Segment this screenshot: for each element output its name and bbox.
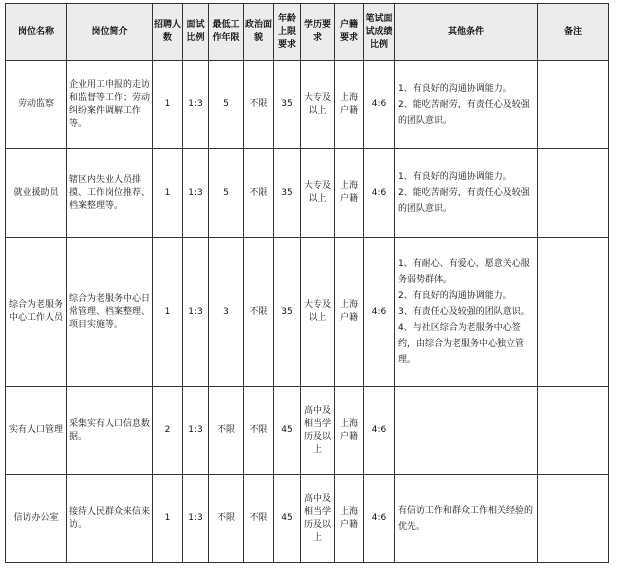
cell-edu: 高中及相当学历及以上 bbox=[301, 387, 335, 475]
cell-ratio: 1:3 bbox=[183, 149, 209, 238]
header-edu: 学历要求 bbox=[301, 4, 335, 61]
condition-line: 有信访工作和群众工作相关经验的优先。 bbox=[398, 505, 534, 532]
cell-years: 不限 bbox=[209, 475, 244, 563]
condition-line: 1、有良好的沟通协调能力。 bbox=[398, 83, 512, 94]
cell-politics: 不限 bbox=[244, 238, 274, 387]
cell-desc: 综合为老服务中心日常管理、档案整理、项目实施等。 bbox=[67, 238, 153, 387]
header-other: 其他条件 bbox=[395, 4, 538, 61]
cell-age: 45 bbox=[274, 387, 301, 475]
cell-count: 1 bbox=[153, 475, 183, 563]
header-years: 最低工作年限 bbox=[209, 4, 244, 61]
header-hukou: 户籍要求 bbox=[335, 4, 364, 61]
cell-hukou: 上海户籍 bbox=[335, 61, 364, 149]
cell-remark bbox=[538, 61, 609, 149]
cell-remark bbox=[538, 387, 609, 475]
cell-years: 5 bbox=[209, 61, 244, 149]
cell-hukou: 上海户籍 bbox=[335, 149, 364, 238]
cell-score: 4:6 bbox=[364, 475, 395, 563]
table-row bbox=[6, 238, 609, 387]
cell-other bbox=[395, 238, 538, 387]
header-desc: 岗位简介 bbox=[67, 4, 153, 61]
cell-politics: 不限 bbox=[244, 149, 274, 238]
cell-name: 综合为老服务中心工作人员 bbox=[6, 238, 67, 387]
cell-desc: 接待人民群众来信来访。 bbox=[67, 475, 153, 563]
cell-hukou: 上海户籍 bbox=[335, 475, 364, 563]
condition-line: 4、与社区综合为老服务中心签约，由综合为老服务中心独立管理。 bbox=[398, 323, 525, 365]
condition-line: 2、能吃苦耐劳，有责任心及较强的团队意识。 bbox=[398, 188, 530, 214]
condition-line: 2、能吃苦耐劳，有责任心及较强的团队意识。 bbox=[398, 99, 530, 126]
cell-politics: 不限 bbox=[244, 61, 274, 149]
header-score: 笔试面试成绩比例 bbox=[364, 4, 395, 61]
cell-years: 不限 bbox=[209, 387, 244, 475]
cell-score: 4:6 bbox=[364, 61, 395, 149]
recruitment-table bbox=[5, 3, 609, 563]
cell-other bbox=[395, 149, 538, 238]
cell-ratio: 1:3 bbox=[183, 387, 209, 475]
cell-remark bbox=[538, 475, 609, 563]
cell-other bbox=[395, 61, 538, 149]
cell-age: 45 bbox=[274, 475, 301, 563]
table-row bbox=[6, 387, 609, 475]
cell-edu: 大专及以上 bbox=[301, 61, 335, 149]
cell-score: 4:6 bbox=[364, 387, 395, 475]
cell-hukou: 上海户籍 bbox=[335, 387, 364, 475]
cell-years: 3 bbox=[209, 238, 244, 387]
cell-count: 1 bbox=[153, 149, 183, 238]
cell-score: 4:6 bbox=[364, 149, 395, 238]
cell-hukou: 上海户籍 bbox=[335, 238, 364, 387]
cell-politics: 不限 bbox=[244, 387, 274, 475]
cell-score: 4:6 bbox=[364, 238, 395, 387]
cell-edu: 高中及相当学历及以上 bbox=[301, 475, 335, 563]
header-count: 招聘人数 bbox=[153, 4, 183, 61]
cell-edu: 大专及以上 bbox=[301, 238, 335, 387]
cell-ratio: 1:3 bbox=[183, 238, 209, 387]
cell-age: 35 bbox=[274, 61, 301, 149]
header-row bbox=[6, 4, 609, 61]
cell-name: 就业援助员 bbox=[6, 149, 67, 238]
header-politics: 政治面貌 bbox=[244, 4, 274, 61]
cell-other bbox=[395, 475, 538, 563]
cell-age: 35 bbox=[274, 149, 301, 238]
cell-remark bbox=[538, 149, 609, 238]
cell-count: 2 bbox=[153, 387, 183, 475]
cell-other bbox=[395, 387, 538, 475]
condition-line: 2、有良好的沟通协调能力。 bbox=[398, 291, 512, 301]
table-row bbox=[6, 149, 609, 238]
cell-desc: 辖区内失业人员排摸、工作岗位推荐、档案整理等。 bbox=[67, 149, 153, 238]
header-ratio: 面试比例 bbox=[183, 4, 209, 61]
cell-name: 劳动监察 bbox=[6, 61, 67, 149]
cell-name: 信访办公室 bbox=[6, 475, 67, 563]
table-row bbox=[6, 475, 609, 563]
cell-desc: 企业用工申报的走访和监督等工作；劳动纠纷案件调解工作等。 bbox=[67, 61, 153, 149]
header-name: 岗位名称 bbox=[6, 4, 67, 61]
cell-years: 5 bbox=[209, 149, 244, 238]
cell-count: 1 bbox=[153, 61, 183, 149]
cell-desc: 采集实有人口信息数据。 bbox=[67, 387, 153, 475]
condition-line: 1、有耐心、有爱心，愿意关心服务弱势群体。 bbox=[398, 259, 530, 285]
recruitment-table-container bbox=[5, 3, 609, 563]
cell-ratio: 1:3 bbox=[183, 61, 209, 149]
condition-line: 3、有责任心及较强的团队意识。 bbox=[398, 307, 530, 317]
condition-line: 1、有良好的沟通协调能力。 bbox=[398, 172, 512, 182]
header-age: 年龄上限要求 bbox=[274, 4, 301, 61]
cell-count: 1 bbox=[153, 238, 183, 387]
cell-edu: 大专及以上 bbox=[301, 149, 335, 238]
header-remark: 备注 bbox=[538, 4, 609, 61]
table-row bbox=[6, 61, 609, 149]
cell-remark bbox=[538, 238, 609, 387]
cell-age: 35 bbox=[274, 238, 301, 387]
cell-politics: 不限 bbox=[244, 475, 274, 563]
cell-ratio: 1:3 bbox=[183, 475, 209, 563]
cell-name: 实有人口管理 bbox=[6, 387, 67, 475]
